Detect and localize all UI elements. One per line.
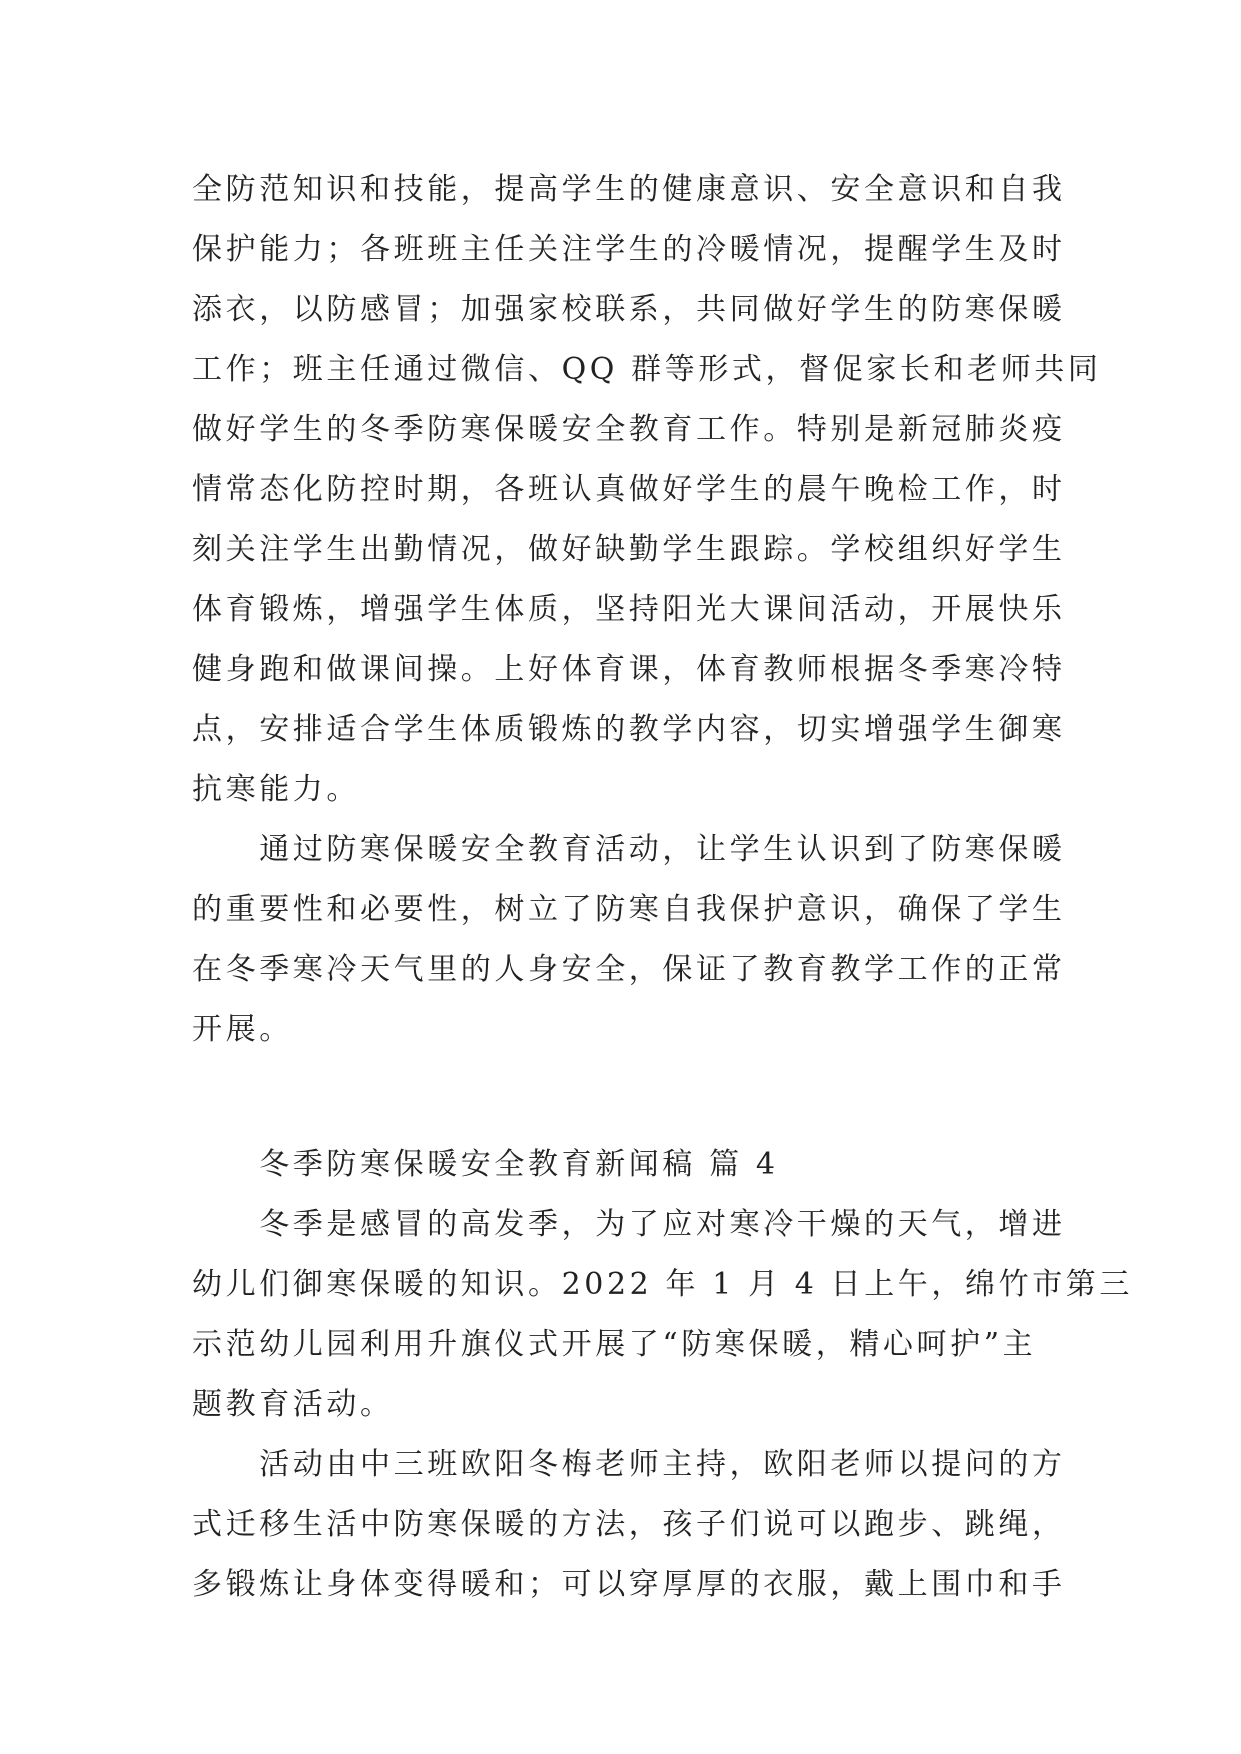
text-line: 做好学生的冬季防寒保暖安全教育工作。特别是新冠肺炎疫 xyxy=(192,412,1066,447)
text-line: 体育锻炼，增强学生体质，坚持阳光大课间活动，开展快乐 xyxy=(192,592,1066,627)
text-line: 题教育活动。 xyxy=(192,1387,394,1422)
section-heading: 冬季防寒保暖安全教育新闻稿 篇 4 xyxy=(192,1147,779,1182)
text-line: 多锻炼让身体变得暖和；可以穿厚厚的衣服，戴上围巾和手 xyxy=(192,1567,1066,1602)
text-line: 示范幼儿园利用升旗仪式开展了“防寒保暖，精心呵护”主 xyxy=(192,1327,1037,1362)
text-line: 刻关注学生出勤情况，做好缺勤学生跟踪。学校组织好学生 xyxy=(192,532,1066,567)
text-block-2 xyxy=(192,1135,1134,1615)
text-line: 点，安排适合学生体质锻炼的教学内容，切实增强学生御寒 xyxy=(192,712,1066,747)
text-line: 工作；班主任通过微信、QQ 群等形式，督促家长和老师共同 xyxy=(192,352,1102,387)
text-line: 活动由中三班欧阳冬梅老师主持，欧阳老师以提问的方 xyxy=(192,1447,1066,1482)
text-line: 保护能力；各班班主任关注学生的冷暖情况，提醒学生及时 xyxy=(192,232,1066,267)
text-line: 情常态化防控时期，各班认真做好学生的晨午晚检工作，时 xyxy=(192,472,1066,507)
text-line: 健身跑和做课间操。上好体育课，体育教师根据冬季寒冷特 xyxy=(192,652,1066,687)
text-line: 冬季是感冒的高发季，为了应对寒冷干燥的天气，增进 xyxy=(192,1207,1066,1242)
text-line: 开展。 xyxy=(192,1012,293,1047)
text-line: 添衣，以防感冒；加强家校联系，共同做好学生的防寒保暖 xyxy=(192,292,1066,327)
text-line: 全防范知识和技能，提高学生的健康意识、安全意识和自我 xyxy=(192,172,1066,207)
text-block-1 xyxy=(192,160,1102,1060)
document-body xyxy=(192,160,1134,1615)
text-line: 在冬季寒冷天气里的人身安全，保证了教育教学工作的正常 xyxy=(192,952,1066,987)
text-line: 通过防寒保暖安全教育活动，让学生认识到了防寒保暖 xyxy=(192,832,1066,867)
text-line: 幼儿们御寒保暖的知识。2022 年 1 月 4 日上午，绵竹市第三 xyxy=(192,1267,1134,1302)
text-line: 的重要性和必要性，树立了防寒自我保护意识，确保了学生 xyxy=(192,892,1066,927)
text-line: 抗寒能力。 xyxy=(192,772,360,807)
section-gap xyxy=(192,1060,1062,1135)
text-line: 式迁移生活中防寒保暖的方法，孩子们说可以跑步、跳绳， xyxy=(192,1507,1066,1542)
